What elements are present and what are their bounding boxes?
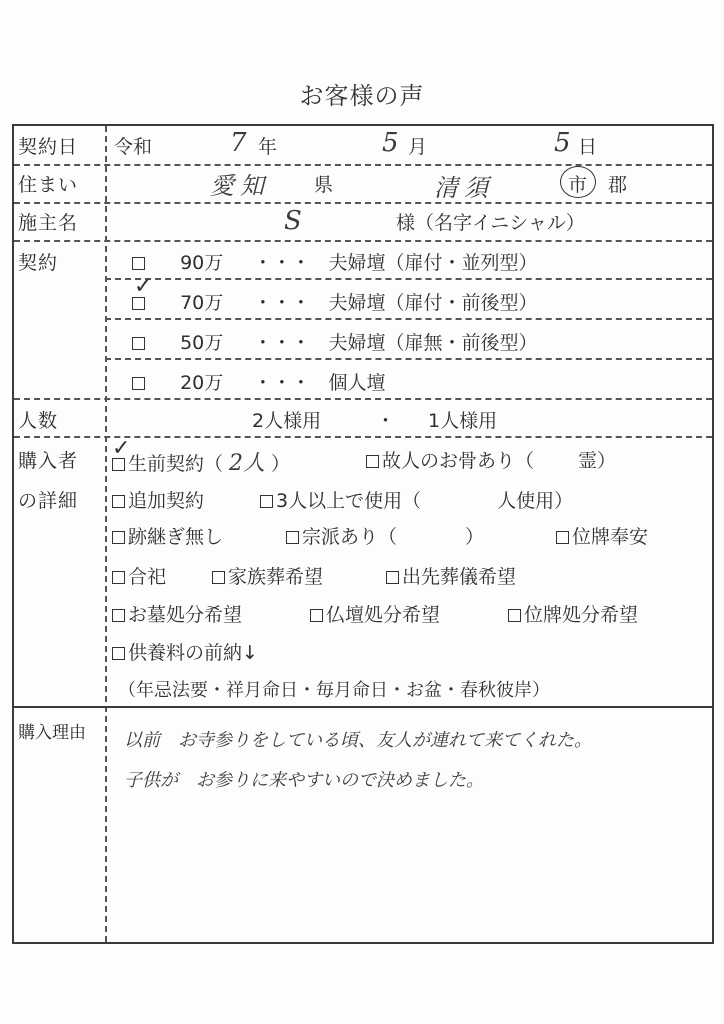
option-label: 追加契約 — [128, 490, 205, 512]
address-label: 住まい — [18, 174, 79, 196]
pre-contract-option — [112, 446, 290, 477]
contract-option-70 — [132, 288, 538, 315]
no-successor-option — [112, 522, 223, 549]
option-dots: ・・・ — [253, 372, 311, 394]
option-desc: 夫婦壇（扉無・前後型） — [328, 332, 538, 354]
checkbox[interactable] — [366, 455, 379, 468]
checkbox[interactable] — [112, 571, 125, 584]
goushi-option — [112, 562, 166, 589]
option-label: 出先葬儀希望 — [402, 566, 517, 588]
contract-day: 5 — [554, 128, 571, 158]
reason-line-1: 以前 お寺参りをしている頃、友人が連れて来てくれた。 — [124, 730, 592, 751]
check-mark-icon: ✓ — [134, 274, 153, 299]
additional-option — [112, 486, 204, 513]
option-label: 宗派あり（ — [302, 526, 398, 548]
row-divider — [105, 358, 712, 360]
reason-line-2: 子供が お参りに来やすいので決めました。 — [124, 770, 484, 791]
three-plus-option — [260, 486, 573, 513]
check-mark-icon: ✓ — [112, 436, 131, 461]
option-label: 仏壇処分希望 — [326, 604, 441, 626]
year-unit: 年 — [258, 136, 278, 158]
checkbox[interactable] — [112, 495, 125, 508]
checkbox[interactable] — [212, 571, 225, 584]
client-initial: S — [284, 206, 302, 236]
option-price: 20万 — [180, 372, 224, 394]
contract-option-90 — [132, 248, 538, 275]
purchaser-label-line2: の詳細 — [18, 490, 79, 512]
contract-date-label: 契約日 — [18, 136, 79, 158]
checkbox[interactable] — [112, 458, 125, 471]
checkbox[interactable] — [310, 609, 323, 622]
option-desc: 個人壇 — [328, 372, 386, 394]
checkbox[interactable] — [386, 571, 399, 584]
city-unit: 市 — [568, 174, 588, 196]
option-close: ） — [271, 453, 291, 475]
district-unit: 郡 — [608, 174, 628, 196]
ihai-disposal-option — [508, 600, 638, 627]
option-close: ） — [465, 526, 485, 548]
contract-option-50 — [132, 328, 538, 355]
option-label: 生前契約（ — [128, 453, 224, 475]
option-dots: ・・・ — [253, 332, 311, 354]
option-dots: ・・・ — [253, 292, 311, 314]
prepay-note: （年忌法要・祥月命日・毎月命日・お盆・春秋彼岸） — [118, 680, 550, 701]
option-label: 合祀 — [128, 566, 167, 588]
page-title: お客様の声 — [299, 82, 425, 110]
row-divider — [14, 202, 712, 204]
family-burial-option — [212, 562, 323, 589]
checkbox[interactable] — [260, 495, 273, 508]
month-unit: 月 — [408, 136, 428, 158]
checkbox[interactable] — [508, 609, 521, 622]
checkbox[interactable] — [112, 531, 125, 544]
option-desc: 夫婦壇（扉付・前後型） — [328, 292, 538, 314]
option-desc: 夫婦壇（扉付・並列型） — [328, 252, 538, 274]
row-divider — [14, 164, 712, 166]
contract-option-20 — [132, 368, 386, 395]
row-divider — [14, 706, 712, 708]
prefecture: 愛知 — [210, 172, 270, 200]
prepay-option — [112, 638, 258, 665]
label-column-divider — [105, 126, 107, 942]
people-option-2[interactable]: 2人様用 — [252, 410, 322, 432]
reason-label: 購入理由 — [18, 723, 86, 743]
option-label: 供養料の前納↓ — [128, 642, 258, 664]
ihai-hoan-option — [556, 522, 648, 549]
checkbox[interactable] — [112, 647, 125, 660]
option-label: 跡継ぎ無し — [128, 526, 224, 548]
grave-disposal-option — [112, 600, 242, 627]
sect-option — [286, 522, 484, 549]
altar-disposal-option — [310, 600, 440, 627]
purchaser-label-line1: 購入者 — [18, 450, 79, 472]
option-price: 90万 — [180, 252, 224, 274]
checkbox[interactable] — [556, 531, 569, 544]
row-divider — [14, 398, 712, 400]
checkbox[interactable] — [132, 257, 145, 270]
people-option-1[interactable]: 1人様用 — [428, 410, 498, 432]
row-divider — [105, 278, 712, 280]
people-separator: ・ — [376, 410, 396, 432]
pre-contract-count: 2人 — [229, 451, 266, 476]
people-label: 人数 — [18, 410, 59, 432]
remains-option — [366, 446, 616, 473]
city: 清須 — [434, 174, 494, 202]
checkbox[interactable] — [132, 377, 145, 390]
prefecture-unit: 県 — [314, 174, 334, 196]
row-divider — [14, 240, 712, 242]
era: 令和 — [114, 136, 153, 158]
option-price: 70万 — [180, 292, 224, 314]
survey-form — [12, 124, 714, 944]
option-label: 位牌奉安 — [572, 526, 649, 548]
checkbox[interactable] — [132, 337, 145, 350]
contract-label: 契約 — [18, 252, 59, 274]
option-label: 3人以上で使用（ — [276, 490, 422, 512]
day-unit: 日 — [578, 136, 598, 158]
option-label: お墓処分希望 — [128, 604, 243, 626]
option-dots: ・・・ — [253, 252, 311, 274]
contract-month: 5 — [382, 128, 399, 158]
option-label: 位牌処分希望 — [524, 604, 639, 626]
contract-year: 7 — [230, 128, 247, 158]
option-unit: 霊） — [578, 450, 617, 472]
row-divider — [105, 318, 712, 320]
client-label: 施主名 — [18, 212, 79, 234]
option-unit: 人使用） — [497, 490, 574, 512]
option-label: 故人のお骨あり（ — [382, 450, 535, 472]
home-funeral-option — [386, 562, 516, 589]
client-suffix: 様（名字イニシャル） — [396, 212, 585, 234]
checkbox[interactable] — [112, 609, 125, 622]
option-price: 50万 — [180, 332, 224, 354]
checkbox[interactable] — [286, 531, 299, 544]
option-label: 家族葬希望 — [228, 566, 324, 588]
